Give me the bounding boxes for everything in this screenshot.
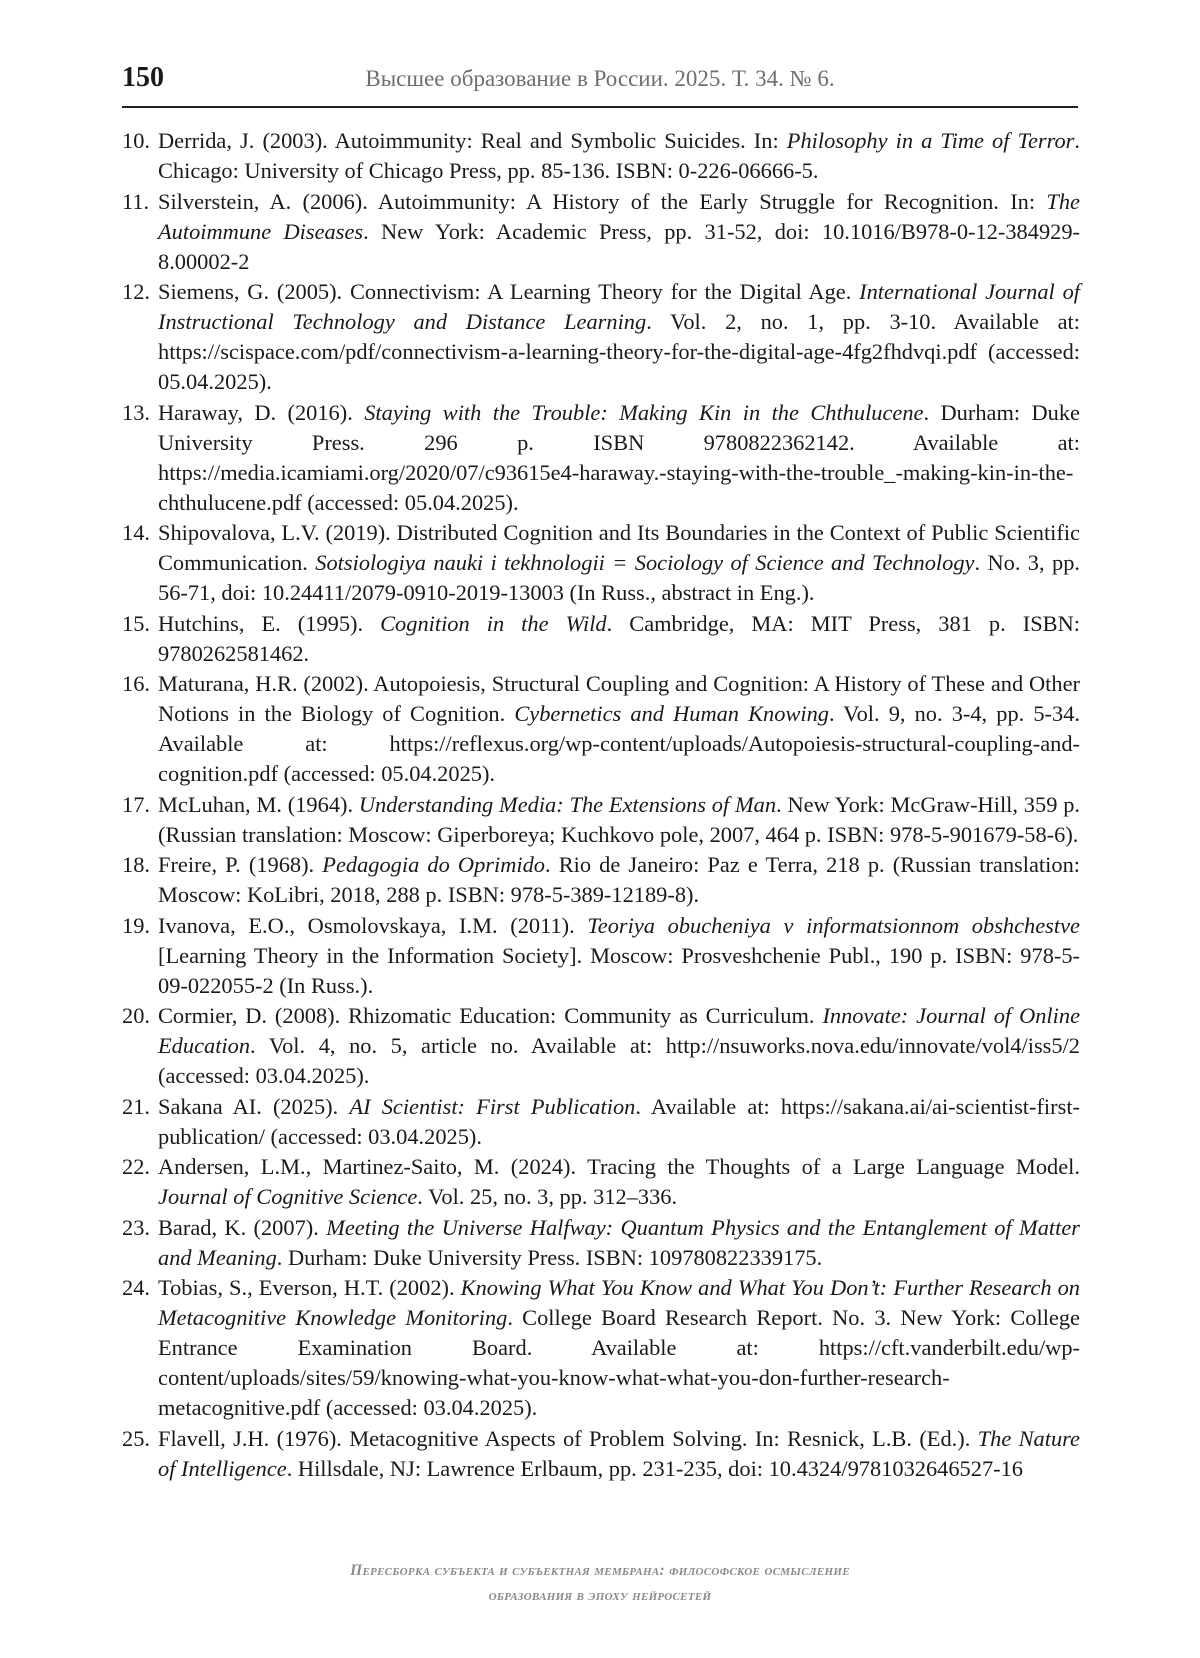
reference-number: 19.: [122, 912, 150, 938]
reference-number: 23.: [122, 1214, 150, 1240]
reference-details: . Rio de Janeiro: Paz e Terra, 218 p. (Russian translation: Moscow: KoLibri, 2018, 288 p. ISBN: 978-5-389-12189-8).: [158, 852, 1080, 907]
reference-item: [122, 1092, 1080, 1152]
reference-source-title: Innovate: Journal of Online Education: [158, 1003, 1081, 1058]
reference-number: 13.: [122, 399, 150, 425]
reference-number: 25.: [122, 1425, 150, 1451]
reference-number: 16.: [122, 671, 150, 696]
reference-details: . Available at: https://sakana.ai/ai-scientist-first-publication/ (accessed: 03.04.2025).: [158, 1093, 1080, 1149]
journal-title: Высшее образование в России. 2025. Т. 34. № 6.: [365, 66, 835, 91]
reference-source-title: Knowing What You Know and What You Don’t: Further Research on Metacognitive Knowledge Monitoring: [158, 1275, 1080, 1330]
reference-details: . Cambridge, MA: MIT Press, 381 p. ISBN: 9780262581462.: [158, 610, 1080, 666]
reference-number: 12.: [122, 279, 150, 304]
reference-number: 21.: [122, 1093, 150, 1119]
reference-item: [122, 1273, 1080, 1423]
reference-text: Barad, K. (2007).: [158, 1214, 327, 1240]
reference-item: [122, 398, 1080, 518]
reference-text: Maturana, H.R. (2002). Autopoiesis, Structural Coupling and Cognition: A History of These and Other Notions in the Biology of Cognition.: [158, 671, 1080, 726]
reference-source-title: Teoriya obucheniya v informatsionnom obshchestve: [587, 912, 1080, 938]
reference-details: . College Board Research Report. No. 3. New York: College Entrance Examination Board. Available at: https://cft.vanderbilt.edu/wp-content/uploads/sites/59/knowing-what-you-know-what-what-you-don-further-research-metacognitive.pdf (accessed: 03.04.2025).: [158, 1305, 1080, 1420]
reference-source-title: Meeting the Universe Halfway: Quantum Physics and the Entanglement of Matter and Meaning: [158, 1214, 1080, 1270]
reference-text: Hutchins, E. (1995).: [158, 610, 381, 636]
reference-number: 22.: [122, 1154, 150, 1179]
reference-item: [122, 1424, 1080, 1484]
reference-source-title: Understanding Media: The Extensions of Man: [358, 791, 777, 817]
footer-title-line-2: образования в эпоху нейросетей: [488, 1587, 712, 1604]
reference-source-title: The Autoimmune Diseases: [158, 188, 1080, 244]
reference-list: [122, 126, 1080, 1484]
reference-item: [122, 518, 1080, 608]
reference-number: 18.: [122, 852, 150, 877]
reference-item: [122, 790, 1080, 850]
reference-source-title: Pedagogia do Oprimido: [322, 852, 545, 877]
reference-number: 20.: [122, 1003, 150, 1028]
reference-details: . Vol. 25, no. 3, pp. 312–336.: [417, 1184, 678, 1209]
reference-text: Freire, P. (1968).: [158, 852, 323, 877]
reference-number: 14.: [122, 520, 150, 545]
reference-item: [122, 850, 1080, 910]
reference-text: Haraway, D. (2016).: [158, 399, 365, 425]
page-header: [122, 58, 1078, 108]
reference-item: [122, 277, 1080, 397]
reference-number: 17.: [122, 791, 150, 817]
reference-number: 24.: [122, 1275, 150, 1300]
reference-details: . No. 3, pp. 56-71, doi: 10.24411/2079-0910-2019-13003 (In Russ., abstract in Eng.).: [158, 550, 1080, 605]
reference-source-title: Philosophy in a Time of Terror: [786, 128, 1075, 153]
reference-source-title: Journal of Cognitive Science: [158, 1184, 418, 1209]
reference-item: [122, 911, 1080, 1001]
reference-details: . Vol. 4, no. 5, article no. Available at: http://nsuworks.nova.edu/innovate/vol4/iss5/2 (accessed: 03.04.2025).: [158, 1033, 1080, 1088]
reference-details: . Durham: Duke University Press. 296 p. ISBN 9780822362142. Available at: https://media.icamiami.org/2020/07/c93615e4-haraway.-staying-with-the-trouble_-making-kin-in-the-chthulucene.pdf (accessed: 05.04.2025).: [158, 399, 1080, 515]
reference-text: Derrida, J. (2003). Autoimmunity: Real and Symbolic Suicides. In:: [158, 128, 787, 153]
reference-item: [122, 187, 1080, 277]
reference-details: . Vol. 2, no. 1, pp. 3-10. Available at: https://scispace.com/pdf/connectivism-a-learning-theory-for-the-digital-age-4fg2fhdvqi.pdf (accessed: 05.04.2025).: [158, 309, 1081, 394]
reference-source-title: Cognition in the Wild: [380, 610, 607, 636]
reference-item: [122, 1213, 1080, 1273]
reference-item: [122, 1152, 1080, 1212]
reference-text: Sakana AI. (2025).: [158, 1093, 350, 1119]
reference-text: Andersen, L.M., Martinez-Saito, M. (2024). Tracing the Thoughts of a Large Language Model.: [158, 1154, 1080, 1179]
reference-text: Ivanova, E.O., Osmolovskaya, I.M. (2011).: [158, 912, 588, 938]
reference-source-title: Staying with the Trouble: Making Kin in the Chthulucene: [364, 399, 924, 425]
page-footer: [0, 1558, 1200, 1608]
reference-number: 15.: [122, 610, 150, 636]
reference-details: [Learning Theory in the Information Society]. Moscow: Prosveshchenie Publ., 190 p. ISBN: 978-5-09-022055-2 (In Russ.).: [158, 942, 1080, 998]
reference-details: . Vol. 9, no. 3-4, pp. 5-34. Available at: https://reflexus.org/wp-content/uploads/Autopoiesis-structural-coupling-and-cognition.pdf (accessed: 05.04.2025).: [158, 701, 1081, 786]
reference-number: 11.: [122, 188, 150, 214]
reference-details: . New York: Academic Press, pp. 31-52, doi: 10.1016/B978-0-12-384929-8.00002-2: [158, 218, 1080, 274]
reference-item: [122, 669, 1080, 789]
reference-source-title: International Journal of Instructional Technology and Distance Learning: [158, 279, 1080, 334]
reference-details: . Chicago: University of Chicago Press, pp. 85-136. ISBN: 0-226-06666-5.: [158, 128, 1080, 183]
reference-text: Cormier, D. (2008). Rhizomatic Education: Community as Curriculum.: [158, 1003, 823, 1028]
reference-item: [122, 126, 1080, 186]
reference-text: Shipovalova, L.V. (2019). Distributed Cognition and Its Boundaries in the Context of Public Scientific Communication.: [158, 520, 1080, 575]
reference-text: Tobias, S., Everson, H.T. (2002).: [158, 1275, 461, 1300]
reference-source-title: The Nature of Intelligence: [158, 1425, 1080, 1481]
reference-number: 10.: [122, 128, 150, 153]
reference-details: . Durham: Duke University Press. ISBN: 109780822339175.: [276, 1244, 823, 1270]
reference-item: [122, 1001, 1080, 1091]
reference-details: . New York: McGraw-Hill, 359 p. (Russian translation: Moscow: Giperboreya; Kuchkovo pole, 2007, 464 p. ISBN: 978-5-901679-58-6).: [158, 791, 1080, 847]
reference-item: [122, 609, 1080, 669]
reference-source-title: AI Scientist: First Publication: [349, 1093, 636, 1119]
reference-text: Silverstein, A. (2006). Autoimmunity: A History of the Early Struggle for Recognition. In:: [158, 188, 1047, 214]
footer-title-line-1: Пересборка субъекта и субъектная мембрана: философское осмысление: [350, 1562, 850, 1579]
reference-text: Flavell, J.H. (1976). Metacognitive Aspects of Problem Solving. In: Resnick, L.B. (Ed.).: [158, 1425, 978, 1451]
page-number: 150: [122, 62, 164, 93]
reference-text: McLuhan, M. (1964).: [158, 791, 359, 817]
reference-source-title: Sotsiologiya nauki i tekhnologii = Sociology of Science and Technology: [315, 550, 975, 575]
reference-source-title: Cybernetics and Human Knowing: [514, 701, 829, 726]
reference-text: Siemens, G. (2005). Connectivism: A Learning Theory for the Digital Age.: [158, 279, 860, 304]
reference-details: . Hillsdale, NJ: Lawrence Erlbaum, pp. 231-235, doi: 10.4324/9781032646527-16: [286, 1455, 1023, 1481]
